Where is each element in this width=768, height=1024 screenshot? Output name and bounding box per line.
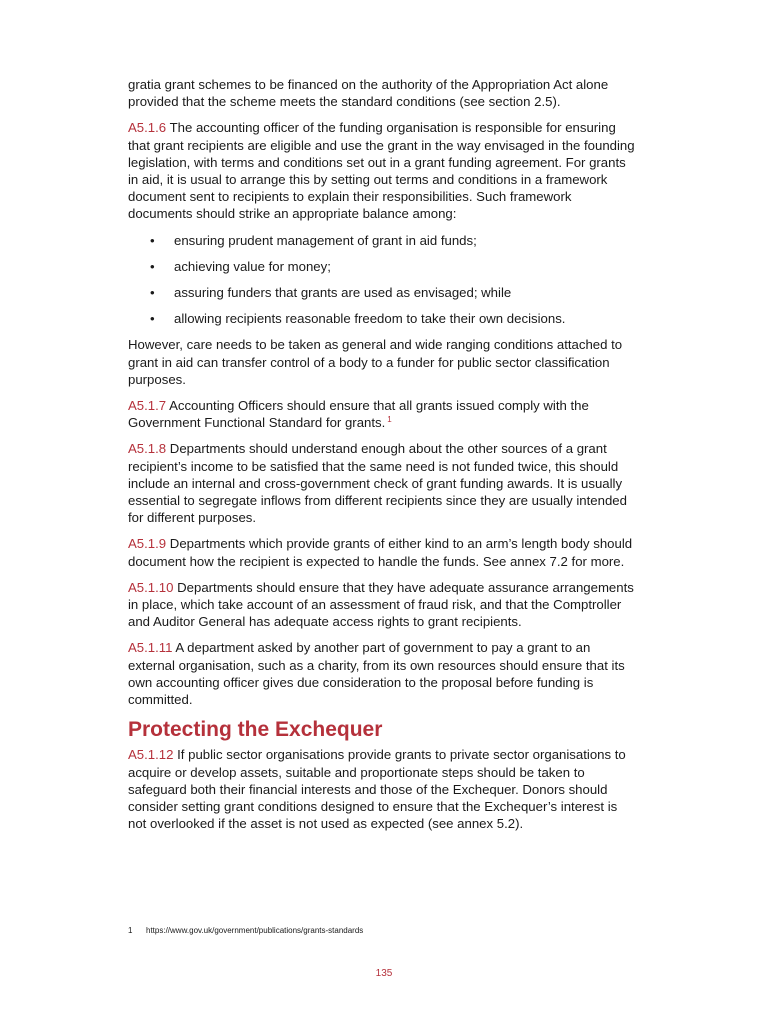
- list-item: • allowing recipients reasonable freedom to take their own decisions.: [174, 310, 638, 327]
- paragraph-number: A5.1.11: [128, 640, 173, 656]
- paragraph-number: A5.1.12: [128, 747, 174, 763]
- paragraph-a5-1-7: [128, 397, 638, 431]
- paragraph-text: Departments should ensure that they have adequate assurance arrangements in place, which take account of an assessment of fraud risk, and that the Comptroller and Auditor General has adequate access rights to grant recipients.: [128, 579, 634, 630]
- paragraph-number: A5.1.7: [128, 398, 167, 414]
- paragraph-a5-1-6: [128, 119, 638, 222]
- paragraph-number: A5.1.6: [128, 120, 167, 136]
- paragraph-text: Departments should understand enough about the other sources of a grant recipient’s income to be satisfied that the same need is not funded twice, this should include an internal and cross-government check of grant funding awards. It is usually essential to segregate inflows from different recipients since they are usually intended for different purposes.: [128, 441, 627, 526]
- page-number: 135: [375, 968, 393, 979]
- paragraph-number: A5.1.9: [128, 536, 167, 552]
- intro-paragraph: gratia grant schemes to be financed on the authority of the Appropriation Act alone provided that the scheme meets the standard conditions (see section 2.5).: [128, 77, 609, 110]
- list-item: • assuring funders that grants are used as envisaged; while: [174, 284, 638, 301]
- paragraph-text: Accounting Officers should ensure that all grants issued comply with the Government Functional Standard for grants.: [128, 398, 589, 431]
- list-item: • ensuring prudent management of grant in aid funds;: [174, 232, 638, 249]
- footnote-mark: 1: [128, 926, 133, 935]
- paragraph-number: A5.1.8: [128, 441, 167, 457]
- section-heading: Protecting the Exchequer: [128, 718, 383, 742]
- paragraph-a5-1-8: [128, 440, 638, 526]
- paragraph-number: A5.1.10: [128, 579, 174, 595]
- footnote-reference[interactable]: 1: [387, 414, 392, 424]
- footnote: [128, 926, 363, 935]
- list-item: • achieving value for money;: [174, 258, 638, 275]
- however-paragraph: However, care needs to be taken as general and wide ranging conditions attached to grant in aid can transfer control of a body to a funder for public sector classification purposes.: [128, 337, 623, 387]
- paragraph-text: A department asked by another part of government to pay a grant to an external organisation, such as a charity, from its own resources should ensure that its own accounting officer gives due consideration to the proposal before funding is committed.: [128, 640, 625, 708]
- paragraph-a5-1-10: [128, 579, 638, 631]
- document-body: [128, 76, 638, 841]
- paragraph-a5-1-9: [128, 535, 638, 569]
- paragraph-a5-1-12: [128, 746, 638, 832]
- paragraph-text: The accounting officer of the funding organisation is responsible for ensuring that grant recipients are eligible and use the grant in the way envisaged in the founding legislation, with terms and conditions set out in a grant funding agreement. For grants in aid, it is usual to arrange this by setting out terms and conditions in a framework document sent to recipients to explain their responsibilities. Such framework documents should strike an appropriate balance among:: [128, 120, 635, 222]
- paragraph-text: Departments which provide grants of either kind to an arm’s length body should document how the recipient is expected to handle the funds. See annex 7.2 for more.: [128, 536, 633, 569]
- paragraph-a5-1-11: [128, 639, 638, 708]
- bullet-list: [128, 232, 638, 328]
- footnote-link[interactable]: https://www.gov.uk/government/publications/grants-standards: [146, 926, 364, 935]
- paragraph-text: If public sector organisations provide grants to private sector organisations to acquire or develop assets, suitable and proportionate steps should be taken to safeguard both their financial interests and those of the Exchequer. Donors should consider setting grant conditions designed to ensure that the Exchequer’s interest is not overlooked if the asset is not used as expected (see annex 5.2).: [128, 747, 626, 832]
